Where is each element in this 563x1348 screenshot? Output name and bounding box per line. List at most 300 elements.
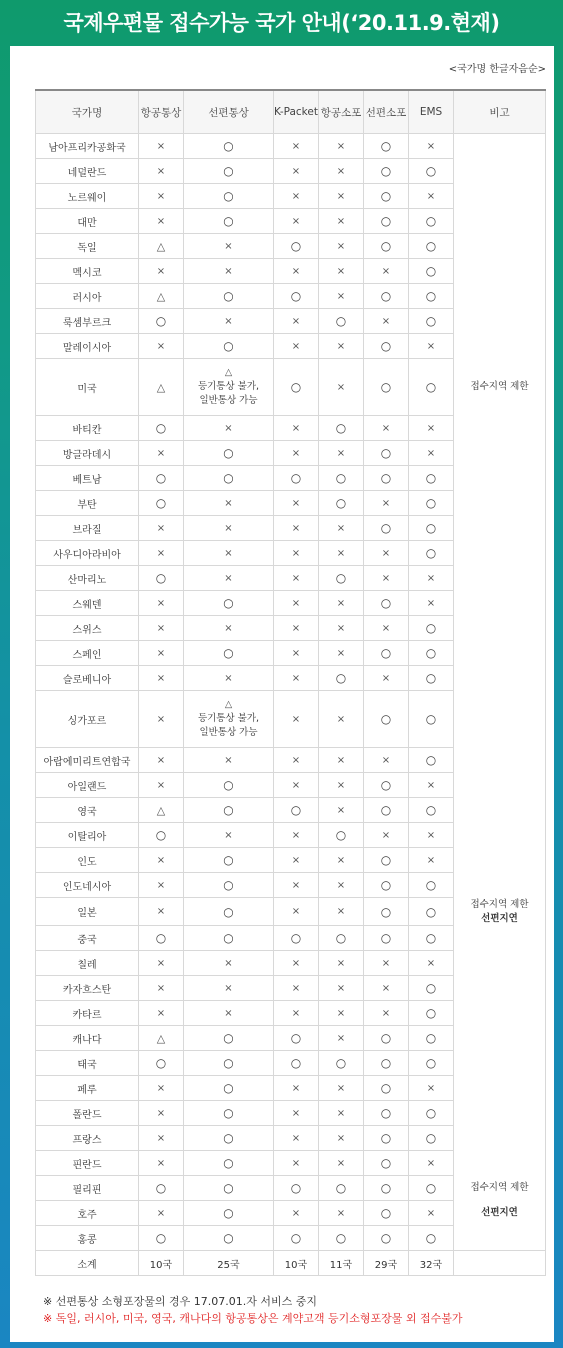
unavailable-mark: × (274, 873, 319, 898)
remarks-cell (454, 898, 546, 926)
country-name: 네덜란드 (36, 159, 139, 184)
summary-count: 10국 (139, 1251, 184, 1276)
unavailable-mark: × (319, 284, 364, 309)
available-mark: ○ (364, 591, 409, 616)
available-mark: ○ (139, 491, 184, 516)
country-name: 산마리노 (36, 566, 139, 591)
remarks-cell (454, 441, 546, 466)
unavailable-mark: × (139, 641, 184, 666)
available-mark: ○ (364, 1051, 409, 1076)
country-name: 노르웨이 (36, 184, 139, 209)
unavailable-mark: × (364, 491, 409, 516)
remarks-cell (454, 259, 546, 284)
country-name: 룩셈부르크 (36, 309, 139, 334)
country-name: 브라질 (36, 516, 139, 541)
remarks-cell (454, 591, 546, 616)
remarks-cell (454, 1076, 546, 1101)
header-air-parcel: 항공소포 (319, 90, 364, 134)
available-mark: ○ (409, 898, 454, 926)
unavailable-mark: × (184, 666, 274, 691)
available-mark: ○ (184, 1176, 274, 1201)
available-mark: ○ (274, 926, 319, 951)
content-panel (10, 46, 554, 1342)
unavailable-mark: × (139, 951, 184, 976)
available-mark: ○ (409, 234, 454, 259)
available-mark: ○ (184, 184, 274, 209)
unavailable-mark: × (274, 1001, 319, 1026)
country-name: 중국 (36, 926, 139, 951)
unavailable-mark: × (274, 259, 319, 284)
available-mark: ○ (364, 898, 409, 926)
available-mark: ○ (364, 159, 409, 184)
remarks-cell (454, 541, 546, 566)
table-row (36, 334, 546, 359)
unavailable-mark: × (274, 1201, 319, 1226)
unavailable-mark: × (139, 1001, 184, 1026)
available-mark: ○ (364, 334, 409, 359)
header-kpacket: K-Packet (274, 90, 319, 134)
restricted-service-cell (184, 359, 274, 416)
country-name: 러시아 (36, 284, 139, 309)
available-mark: ○ (364, 466, 409, 491)
unavailable-mark: × (319, 1201, 364, 1226)
available-mark: ○ (409, 541, 454, 566)
available-mark: ○ (184, 898, 274, 926)
unavailable-mark: × (409, 1076, 454, 1101)
available-mark: ○ (409, 359, 454, 416)
unavailable-mark: × (274, 309, 319, 334)
table-row (36, 1201, 546, 1226)
country-name: 인도네시아 (36, 873, 139, 898)
unavailable-mark: × (139, 1126, 184, 1151)
table-row (36, 926, 546, 951)
summary-remarks (454, 1251, 546, 1276)
unavailable-mark: × (409, 416, 454, 441)
restriction-text: 일반통상 가능 (199, 727, 258, 738)
remarks-cell (454, 159, 546, 184)
table-row (36, 1001, 546, 1026)
unavailable-mark: × (319, 441, 364, 466)
unavailable-mark: × (319, 773, 364, 798)
remarks-cell (454, 1126, 546, 1151)
unavailable-mark: × (274, 691, 319, 748)
unavailable-mark: × (319, 591, 364, 616)
header-remarks: 비고 (454, 90, 546, 134)
unavailable-mark: × (139, 541, 184, 566)
available-mark: ○ (409, 259, 454, 284)
remarks-cell (454, 1201, 546, 1226)
available-mark: ○ (409, 976, 454, 1001)
unavailable-mark: × (274, 134, 319, 159)
unavailable-mark: × (184, 823, 274, 848)
unavailable-mark: × (184, 309, 274, 334)
remarks-cell (454, 234, 546, 259)
table-row (36, 416, 546, 441)
unavailable-mark: × (139, 134, 184, 159)
remarks-cell (454, 1001, 546, 1026)
unavailable-mark: × (274, 334, 319, 359)
unavailable-mark: × (139, 748, 184, 773)
table-header-row (36, 90, 546, 134)
unavailable-mark: × (319, 234, 364, 259)
country-name: 홍콩 (36, 1226, 139, 1251)
unavailable-mark: × (274, 184, 319, 209)
unavailable-mark: × (364, 541, 409, 566)
available-mark: ○ (184, 1101, 274, 1126)
available-mark: ○ (274, 234, 319, 259)
available-mark: ○ (184, 159, 274, 184)
country-name: 핀란드 (36, 1151, 139, 1176)
remarks-cell (454, 416, 546, 441)
available-mark: ○ (274, 1226, 319, 1251)
available-mark: ○ (274, 284, 319, 309)
unavailable-mark: × (319, 748, 364, 773)
unavailable-mark: × (139, 848, 184, 873)
country-name: 아랍에미리트연합국 (36, 748, 139, 773)
available-mark: ○ (184, 1226, 274, 1251)
unavailable-mark: × (364, 1001, 409, 1026)
available-mark: ○ (364, 359, 409, 416)
available-mark: ○ (319, 823, 364, 848)
unavailable-mark: × (139, 591, 184, 616)
available-mark: ○ (364, 873, 409, 898)
table-row (36, 1176, 546, 1201)
remarks-cell (454, 1176, 546, 1201)
restricted-mark: △ (224, 367, 233, 378)
unavailable-mark: × (139, 616, 184, 641)
available-mark: ○ (319, 926, 364, 951)
page-title: 국제우편물 접수가능 국가 안내(‘20.11.9.현재) (63, 11, 500, 35)
unavailable-mark: × (364, 951, 409, 976)
table-row (36, 798, 546, 823)
table-row (36, 259, 546, 284)
unavailable-mark: × (139, 1201, 184, 1226)
unavailable-mark: × (274, 848, 319, 873)
remarks-cell (454, 184, 546, 209)
unavailable-mark: × (139, 184, 184, 209)
available-mark: ○ (364, 773, 409, 798)
restricted-service-cell (184, 691, 274, 748)
available-mark: ○ (364, 1176, 409, 1201)
available-mark: ○ (409, 1226, 454, 1251)
available-mark: ○ (184, 1201, 274, 1226)
unavailable-mark: × (274, 159, 319, 184)
footer-note: ※ 선편통상 소형포장물의 경우 17.07.01.자 서비스 중지 (43, 1295, 317, 1308)
unavailable-mark: × (364, 259, 409, 284)
available-mark: ○ (409, 616, 454, 641)
country-name: 베트남 (36, 466, 139, 491)
available-mark: ○ (139, 466, 184, 491)
unavailable-mark: × (409, 566, 454, 591)
unavailable-mark: × (274, 823, 319, 848)
restricted-mark: △ (139, 359, 184, 416)
remarks-cell (454, 134, 546, 159)
remarks-cell (454, 1101, 546, 1126)
unavailable-mark: × (184, 416, 274, 441)
footer-warning: ※ 독일, 러시아, 미국, 영국, 캐나다의 항공통상은 계약고객 등기소형포장물 외 접수불가 (43, 1312, 463, 1325)
remark-limited: 접수지역 제한 (470, 1182, 529, 1193)
available-mark: ○ (184, 591, 274, 616)
table-row (36, 823, 546, 848)
available-mark: ○ (409, 1101, 454, 1126)
header-surface-parcel: 선편소포 (364, 90, 409, 134)
available-mark: ○ (319, 491, 364, 516)
unavailable-mark: × (139, 773, 184, 798)
available-mark: ○ (184, 848, 274, 873)
unavailable-mark: × (139, 441, 184, 466)
unavailable-mark: × (139, 976, 184, 1001)
unavailable-mark: × (274, 951, 319, 976)
table-row (36, 234, 546, 259)
country-name: 바티칸 (36, 416, 139, 441)
unavailable-mark: × (139, 1101, 184, 1126)
table-row (36, 159, 546, 184)
unavailable-mark: × (319, 616, 364, 641)
unavailable-mark: × (364, 666, 409, 691)
unavailable-mark: × (409, 1201, 454, 1226)
remarks-cell (454, 566, 546, 591)
unavailable-mark: × (274, 1076, 319, 1101)
available-mark: ○ (184, 773, 274, 798)
country-name: 스웨덴 (36, 591, 139, 616)
available-mark: ○ (274, 1176, 319, 1201)
unavailable-mark: × (409, 334, 454, 359)
unavailable-mark: × (409, 1151, 454, 1176)
unavailable-mark: × (274, 976, 319, 1001)
restricted-mark: △ (139, 284, 184, 309)
unavailable-mark: × (184, 516, 274, 541)
available-mark: ○ (184, 466, 274, 491)
available-mark: ○ (409, 491, 454, 516)
unavailable-mark: × (184, 748, 274, 773)
country-name: 사우디아라비아 (36, 541, 139, 566)
unavailable-mark: × (139, 873, 184, 898)
unavailable-mark: × (364, 416, 409, 441)
unavailable-mark: × (319, 1101, 364, 1126)
header-air-letter: 항공통상 (139, 90, 184, 134)
unavailable-mark: × (274, 566, 319, 591)
available-mark: ○ (409, 926, 454, 951)
unavailable-mark: × (319, 1026, 364, 1051)
country-table (35, 89, 546, 1276)
header-country: 국가명 (36, 90, 139, 134)
unavailable-mark: × (139, 259, 184, 284)
unavailable-mark: × (184, 491, 274, 516)
available-mark: ○ (274, 798, 319, 823)
unavailable-mark: × (319, 209, 364, 234)
unavailable-mark: × (319, 541, 364, 566)
available-mark: ○ (409, 641, 454, 666)
remarks-cell (454, 466, 546, 491)
table-row (36, 641, 546, 666)
country-name: 태국 (36, 1051, 139, 1076)
country-name: 호주 (36, 1201, 139, 1226)
unavailable-mark: × (409, 441, 454, 466)
unavailable-mark: × (274, 898, 319, 926)
unavailable-mark: × (274, 1126, 319, 1151)
remarks-cell (454, 798, 546, 823)
remark-delay: 선편지연 (481, 912, 518, 924)
country-name: 스페인 (36, 641, 139, 666)
available-mark: ○ (409, 1026, 454, 1051)
available-mark: ○ (184, 1151, 274, 1176)
available-mark: ○ (184, 284, 274, 309)
available-mark: ○ (139, 1226, 184, 1251)
unavailable-mark: × (139, 516, 184, 541)
table-row (36, 209, 546, 234)
unavailable-mark: × (319, 134, 364, 159)
remarks-cell (454, 848, 546, 873)
remarks-cell (454, 1151, 546, 1176)
available-mark: ○ (409, 209, 454, 234)
restriction-text: 등기통상 불가, (197, 381, 260, 392)
remarks-cell (454, 1226, 546, 1251)
table-row (36, 773, 546, 798)
available-mark: ○ (409, 666, 454, 691)
unavailable-mark: × (364, 748, 409, 773)
unavailable-mark: × (319, 976, 364, 1001)
available-mark: ○ (364, 209, 409, 234)
available-mark: ○ (364, 441, 409, 466)
unavailable-mark: × (319, 184, 364, 209)
remark-limited: 접수지역 제한 (470, 381, 529, 392)
remarks-cell (454, 748, 546, 773)
remarks-cell (454, 976, 546, 1001)
country-name: 부탄 (36, 491, 139, 516)
available-mark: ○ (184, 873, 274, 898)
available-mark: ○ (184, 1076, 274, 1101)
unavailable-mark: × (319, 873, 364, 898)
available-mark: ○ (184, 134, 274, 159)
unavailable-mark: × (184, 976, 274, 1001)
unavailable-mark: × (274, 748, 319, 773)
available-mark: ○ (364, 691, 409, 748)
available-mark: ○ (184, 926, 274, 951)
table-row (36, 1026, 546, 1051)
country-name: 캐나다 (36, 1026, 139, 1051)
remarks-cell (454, 309, 546, 334)
country-name: 칠레 (36, 951, 139, 976)
available-mark: ○ (184, 798, 274, 823)
table-row (36, 748, 546, 773)
sort-order-note: <국가명 한글자음순> (448, 64, 546, 75)
available-mark: ○ (319, 466, 364, 491)
remarks-cell (454, 284, 546, 309)
available-mark: ○ (319, 309, 364, 334)
remarks-cell (454, 641, 546, 666)
unavailable-mark: × (274, 616, 319, 641)
unavailable-mark: × (319, 1076, 364, 1101)
table-row (36, 848, 546, 873)
unavailable-mark: × (274, 416, 319, 441)
unavailable-mark: × (319, 641, 364, 666)
available-mark: ○ (364, 1101, 409, 1126)
unavailable-mark: × (319, 798, 364, 823)
country-name: 슬로베니아 (36, 666, 139, 691)
unavailable-mark: × (184, 234, 274, 259)
available-mark: ○ (139, 823, 184, 848)
available-mark: ○ (184, 1126, 274, 1151)
remarks-cell (454, 491, 546, 516)
unavailable-mark: × (274, 1151, 319, 1176)
country-name: 싱가포르 (36, 691, 139, 748)
remarks-cell (454, 691, 546, 748)
available-mark: ○ (139, 926, 184, 951)
restriction-text: 등기통상 불가, (197, 713, 260, 724)
unavailable-mark: × (319, 516, 364, 541)
unavailable-mark: × (139, 1151, 184, 1176)
available-mark: ○ (409, 1001, 454, 1026)
table-row (36, 566, 546, 591)
remarks-cell (454, 359, 546, 416)
restricted-mark: △ (139, 798, 184, 823)
restricted-mark: △ (139, 1026, 184, 1051)
unavailable-mark: × (274, 1101, 319, 1126)
available-mark: ○ (364, 641, 409, 666)
table-row (36, 951, 546, 976)
available-mark: ○ (364, 1076, 409, 1101)
unavailable-mark: × (409, 951, 454, 976)
available-mark: ○ (409, 159, 454, 184)
table-row (36, 309, 546, 334)
table-row (36, 184, 546, 209)
unavailable-mark: × (274, 591, 319, 616)
unavailable-mark: × (319, 1151, 364, 1176)
unavailable-mark: × (319, 1001, 364, 1026)
unavailable-mark: × (319, 359, 364, 416)
table-row (36, 466, 546, 491)
country-name: 필리핀 (36, 1176, 139, 1201)
country-name: 페루 (36, 1076, 139, 1101)
available-mark: ○ (319, 666, 364, 691)
restricted-mark: △ (224, 699, 233, 710)
available-mark: ○ (319, 1176, 364, 1201)
unavailable-mark: × (139, 159, 184, 184)
remarks-cell (454, 334, 546, 359)
remarks-cell (454, 773, 546, 798)
unavailable-mark: × (319, 1126, 364, 1151)
country-name: 아일랜드 (36, 773, 139, 798)
available-mark: ○ (364, 1151, 409, 1176)
available-mark: ○ (364, 926, 409, 951)
unavailable-mark: × (319, 159, 364, 184)
available-mark: ○ (409, 691, 454, 748)
unavailable-mark: × (274, 491, 319, 516)
available-mark: ○ (184, 1051, 274, 1076)
header-surface-letter: 선편통상 (184, 90, 274, 134)
country-name: 미국 (36, 359, 139, 416)
unavailable-mark: × (409, 184, 454, 209)
available-mark: ○ (409, 1051, 454, 1076)
table-row (36, 1226, 546, 1251)
unavailable-mark: × (319, 259, 364, 284)
table-row (36, 898, 546, 926)
table-row (36, 591, 546, 616)
summary-count: 25국 (184, 1251, 274, 1276)
summary-label: 소계 (36, 1251, 139, 1276)
available-mark: ○ (409, 466, 454, 491)
country-name: 인도 (36, 848, 139, 873)
available-mark: ○ (139, 309, 184, 334)
available-mark: ○ (409, 748, 454, 773)
available-mark: ○ (274, 359, 319, 416)
table-row (36, 134, 546, 159)
remarks-cell (454, 1026, 546, 1051)
available-mark: ○ (364, 1126, 409, 1151)
available-mark: ○ (139, 1176, 184, 1201)
remarks-cell (454, 616, 546, 641)
remark-delay: 선편지연 (481, 1207, 518, 1218)
